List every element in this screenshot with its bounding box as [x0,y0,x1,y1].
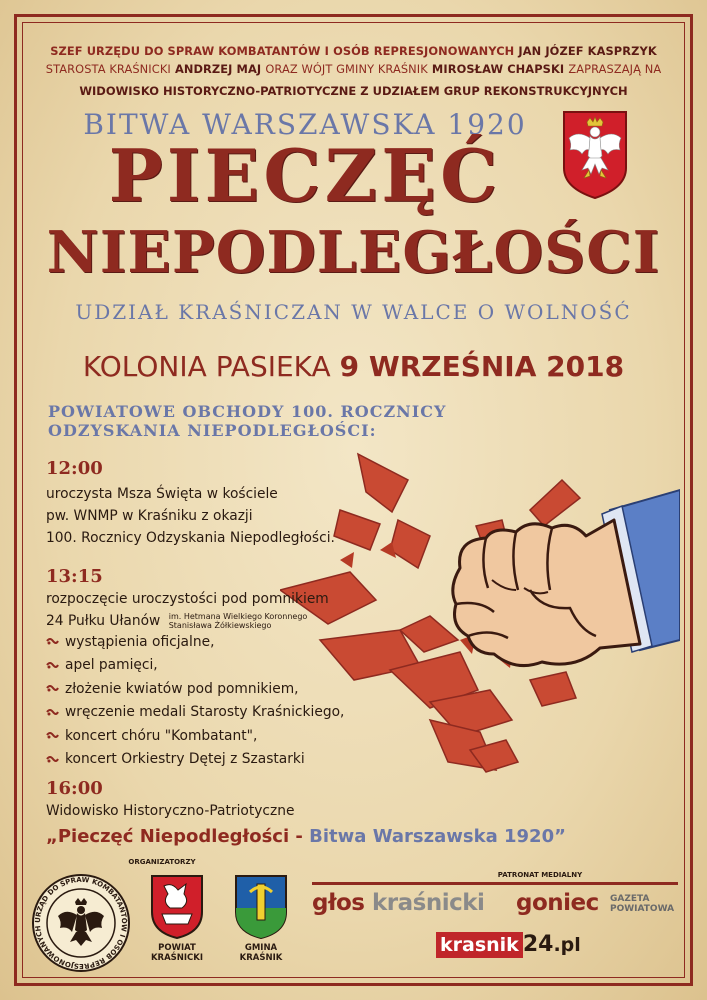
ornament-bullet-icon [46,708,59,717]
ornament-bullet-icon [46,755,59,764]
goniec-subtitle [610,894,674,914]
bullet-text: wystąpienia oficjalne, [65,633,215,650]
krasnicki-word: kraśnicki [372,890,485,916]
subtitle: UDZIAŁ KRAŚNICZAN W WALCE O WOLNOŚĆ [75,300,632,324]
regiment-note-line-2: Stanisława Żółkiewskiego [168,621,272,630]
obchody-line-2: ODZYSKANIA NIEPODLEGŁOŚCI: [48,421,377,440]
event2-line-1: rozpoczęcie uroczystości pod pomnikiem [46,591,329,607]
sponsor-name-chapski: MIROSŁAW CHAPSKI [431,62,565,76]
sponsor-line-1-prefix: SZEF URZĘDU DO SPRAW KOMBATANTÓW I OSÓB REPRESJONOWANYCH [50,44,515,58]
spectacle-title-part-2: Bitwa Warszawska 1920” [309,826,566,847]
bullet-text: apel pamięci, [65,657,158,674]
glos-word: głos [312,890,365,916]
goniec-sub-line-2: POWIATOWA [610,904,675,914]
powiat-label [140,943,214,963]
powiat-label-line-2: KRAŚNICKI [150,953,204,963]
obchody-line-1: POWIATOWE OBCHODY 100. ROCZNICY [48,402,447,421]
event1-line-1: uroczysta Msza Święta w kościele [46,486,278,502]
powiat-label-line-1: POWIAT [158,943,196,953]
event3-line-1: Widowisko Historyczno-Patriotyczne [46,803,295,819]
krasnik-word: krasnik [436,932,523,958]
obchody-heading [48,402,468,440]
event3-time: 16:00 [46,778,103,799]
event2-bullet-list [46,630,386,771]
sponsor-name-kasprzyk: JAN JÓZEF KASPRZYK [518,44,657,58]
list-item [46,630,386,654]
sponsor-line-2-post: ZAPRASZAJĄ NA [568,62,662,76]
event1-description [46,483,335,549]
list-item [46,677,386,701]
veterans-office-seal [30,872,132,974]
event1-time: 12:00 [46,458,103,479]
bitwa-heading: BITWA WARSZAWSKA 1920 [83,108,527,141]
ornament-bullet-icon [46,684,59,693]
krasnik24-logo [436,930,581,960]
sponsor-line-2 [30,62,677,76]
bullet-text: koncert chóru "Kombatant", [65,727,258,744]
bullet-text: wręczenie medali Starosty Kraśnickiego, [65,704,345,721]
gmina-label-line-1: GMINA [244,943,278,953]
event2-time: 13:15 [46,566,103,587]
gmina-krasnik-crest [232,872,290,940]
spectacle-title-part-1: „Pieczęć Niepodległości [46,826,290,847]
location: KOLONIA PASIEKA [82,350,331,383]
media-divider-line [312,882,678,885]
gmina-label [224,943,298,963]
ornament-bullet-icon [46,731,59,740]
list-item [46,701,386,725]
organizers-label: ORGANIZATORZY [128,858,196,866]
event3-spectacle-title [46,826,666,847]
main-title-line-1: PIECZĘĆ [108,133,502,218]
main-title-line-2: NIEPODLEGŁOŚCI [46,219,661,286]
krasnik24-number: 24 [522,932,554,957]
sponsor-line-2-mid: ORAZ WÓJT GMINY KRAŚNIK [265,62,428,76]
event2-regiment: 24 Pułku Ułanów [46,613,161,629]
spectacle-title-dash: - [289,826,310,847]
event-date: 9 WRZEŚNIA 2018 [339,350,625,383]
goniec-logo: goniec [516,890,599,916]
list-item [46,748,386,772]
regiment-patron-note [169,612,308,630]
media-patronage-label: PATRONAT MEDIALNY [497,871,583,879]
event2-line-2 [46,610,329,632]
event1-line-2: pw. WNMP w Kraśniku z okazji [46,508,253,524]
glos-krasnicki-logo [312,888,484,918]
seal-arc-text: URZĄD DO SPRAW KOMBATANTÓW I OSÓB REPRESJONOWANYCH [33,875,129,971]
list-item [46,724,386,748]
event2-description [46,588,329,632]
goniec-sub-line-1: GAZETA [610,894,650,904]
list-item [46,654,386,678]
event1-line-3: 100. Rocznicy Odzyskania Niepodległości. [46,530,335,546]
location-date [30,350,677,383]
bullet-text: koncert Orkiestry Dętej z Szastarki [65,751,305,768]
sponsor-line-2-pre: STAROSTA KRAŚNICKI [45,62,171,76]
gmina-label-line-2: KRAŚNIK [239,953,283,963]
sponsor-line-1 [30,44,677,58]
ornament-bullet-icon [46,661,59,670]
ornament-bullet-icon [46,637,59,646]
bullet-text: złożenie kwiatów pod pomnikiem, [65,680,299,697]
sponsor-name-maj: ANDRZEJ MAJ [174,62,262,76]
regiment-note-line-1: im. Hetmana Wielkiego Koronnego [168,612,308,621]
krasnik24-domain: .pl [553,934,581,956]
polish-eagle-coat-of-arms [560,108,630,200]
powiat-krasnicki-crest [148,872,206,940]
event-type-line: WIDOWISKO HISTORYCZNO-PATRIOTYCZNE Z UDZIAŁEM GRUP REKONSTRUKCYJNYCH [79,84,628,98]
